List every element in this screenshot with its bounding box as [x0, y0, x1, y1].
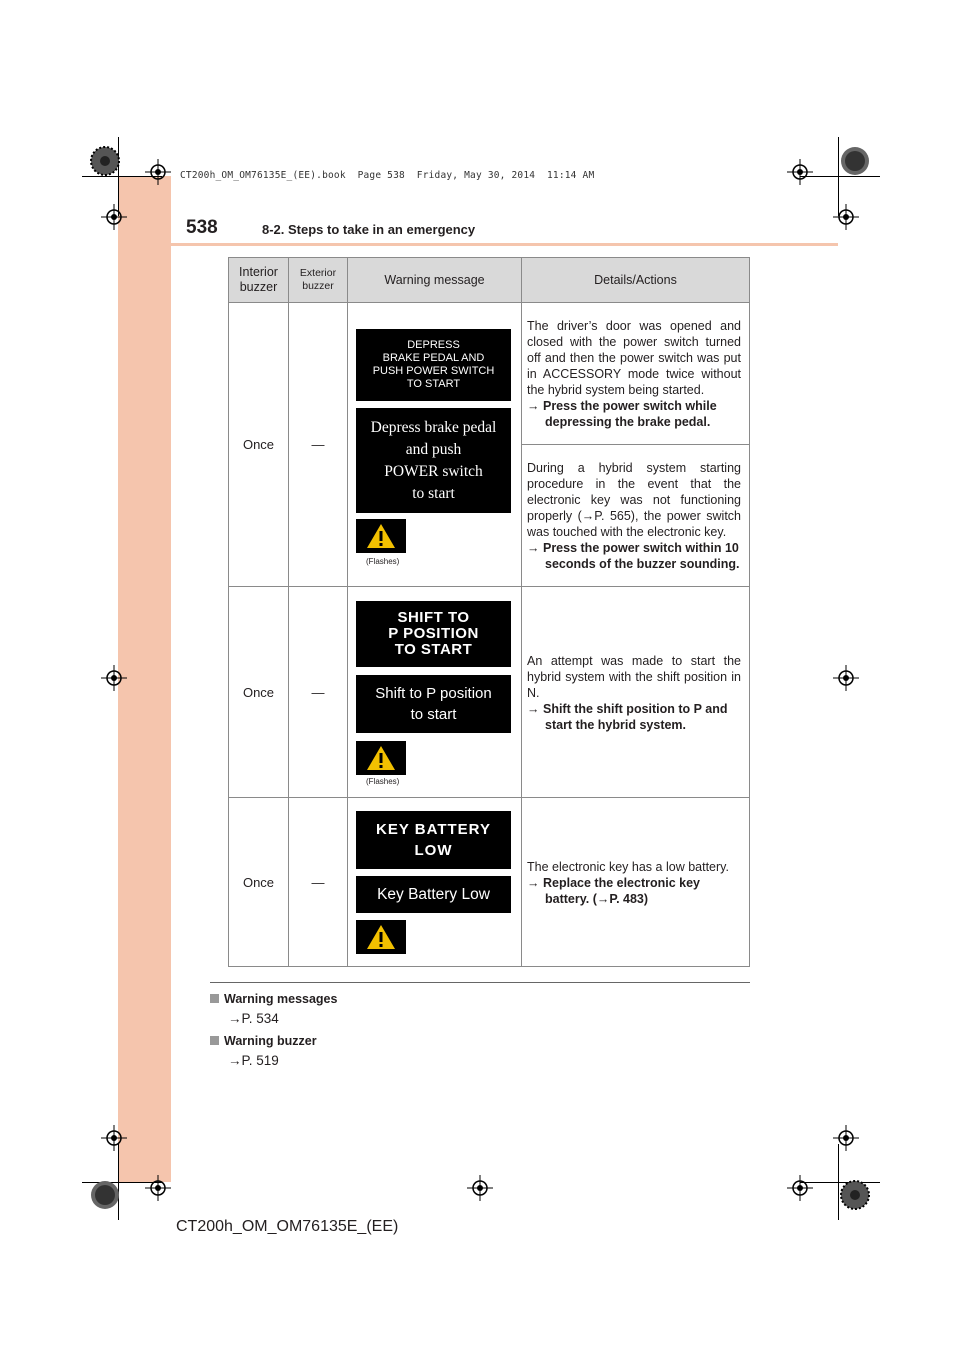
- color-wheel-icon: [90, 1180, 120, 1210]
- header-rule: [118, 243, 838, 246]
- registration-mark-icon: [787, 159, 813, 185]
- registration-mark-icon: [467, 1175, 493, 1201]
- warning-message-cell: [348, 587, 522, 798]
- registration-mark-icon: [101, 204, 127, 230]
- color-wheel-icon: [840, 146, 870, 176]
- arrow-icon: →: [527, 875, 543, 890]
- interior-buzzer-cell: Once: [229, 798, 289, 967]
- table-row: [229, 303, 750, 445]
- warning-triangle-icon: [356, 741, 406, 775]
- display-message-mixedcase: Key Battery Low: [356, 876, 511, 913]
- header-exterior-buzzer: Exterior buzzer: [289, 258, 348, 303]
- warning-message-cell: [348, 798, 522, 967]
- display-message-uppercase: KEY BATTERY LOW: [356, 811, 511, 869]
- flashes-label: (Flashes): [366, 777, 400, 786]
- details-cell: The driver’s door was opened and closed with the power switch turned off and then the power switch was put in ACCESSORY mode twice without the hybrid system being started. → Press the power switch while depressing the brake pedal.: [522, 303, 750, 445]
- table-row: [229, 798, 750, 967]
- details-cell: The electronic key has a low battery. → Replace the electronic key battery. (→P. 483): [522, 798, 750, 967]
- exterior-buzzer-cell: —: [289, 798, 348, 967]
- action-text: Shift the shift position to P and start the hybrid system.: [542, 701, 728, 732]
- action-text: Press the power switch while depressing the brake pedal.: [542, 399, 717, 429]
- table-row: [229, 587, 750, 798]
- registration-mark-icon: [833, 665, 859, 691]
- square-bullet-icon: [210, 1036, 219, 1045]
- registration-mark-icon: [833, 1125, 859, 1151]
- display-message-uppercase: SHIFT TO P POSITION TO START: [356, 601, 511, 667]
- arrow-icon: →: [527, 399, 543, 413]
- header-details-actions: Details/Actions: [522, 258, 750, 303]
- book-info-line: CT200h_OM_OM76135E_(EE).book Page 538 Friday, May 30, 2014 11:14 AM: [180, 170, 595, 181]
- footer-doc-code: CT200h_OM_OM76135E_(EE): [176, 1218, 399, 1235]
- registration-mark-icon: [787, 1175, 813, 1201]
- registration-mark-icon: [101, 1125, 127, 1151]
- registration-mark-icon: [101, 665, 127, 691]
- interior-buzzer-cell: Once: [229, 303, 289, 587]
- header-interior-buzzer: Interior buzzer: [229, 258, 289, 303]
- note-reference: →P. 534: [228, 1011, 279, 1026]
- warning-table: [228, 257, 750, 967]
- color-wheel-icon: [840, 1180, 870, 1210]
- note-warning-messages: Warning messages: [210, 992, 337, 1006]
- warning-message-cell: [348, 303, 522, 587]
- color-wheel-icon: [90, 146, 120, 176]
- page-number: 538: [186, 217, 218, 238]
- section-title: 8-2. Steps to take in an emergency: [262, 222, 476, 237]
- crop-mark: [838, 1144, 839, 1220]
- registration-mark-icon: [145, 1175, 171, 1201]
- exterior-buzzer-cell: —: [289, 587, 348, 798]
- details-cell: During a hybrid system starting procedure in the event that the electronic key was not functioning properly (→P. 565), the power switch was touched with the electronic key. → Press the power switch within 10 seconds of the buzzer sounding.: [522, 445, 750, 587]
- registration-mark-icon: [833, 204, 859, 230]
- registration-mark-icon: [145, 159, 171, 185]
- bottom-rule: [210, 982, 750, 983]
- action-text: Replace the electronic key battery. (→P. 483): [542, 875, 701, 906]
- interior-buzzer-cell: Once: [229, 587, 289, 798]
- note-warning-buzzer: Warning buzzer: [210, 1034, 317, 1048]
- square-bullet-icon: [210, 994, 219, 1003]
- header-warning-message: Warning message: [348, 258, 522, 303]
- exterior-buzzer-cell: —: [289, 303, 348, 587]
- display-message-mixedcase: Depress brake pedal and push POWER switch to start: [356, 408, 511, 513]
- arrow-icon: →: [527, 701, 543, 716]
- arrow-icon: →: [527, 541, 543, 555]
- warning-triangle-icon: [356, 519, 406, 553]
- flashes-label: (Flashes): [366, 557, 400, 566]
- display-message-uppercase: DEPRESS BRAKE PEDAL AND PUSH POWER SWITCH TO START: [356, 329, 511, 401]
- warning-triangle-icon: [356, 920, 406, 954]
- details-cell: An attempt was made to start the hybrid system with the shift position in N. → Shift the shift position to P and start the hybrid system.: [522, 587, 750, 798]
- table-header-row: [229, 258, 750, 303]
- display-message-mixedcase: Shift to P position to start: [356, 675, 511, 733]
- action-text: Press the power switch within 10 seconds of the buzzer sounding.: [542, 541, 740, 571]
- note-reference: →P. 519: [228, 1053, 279, 1068]
